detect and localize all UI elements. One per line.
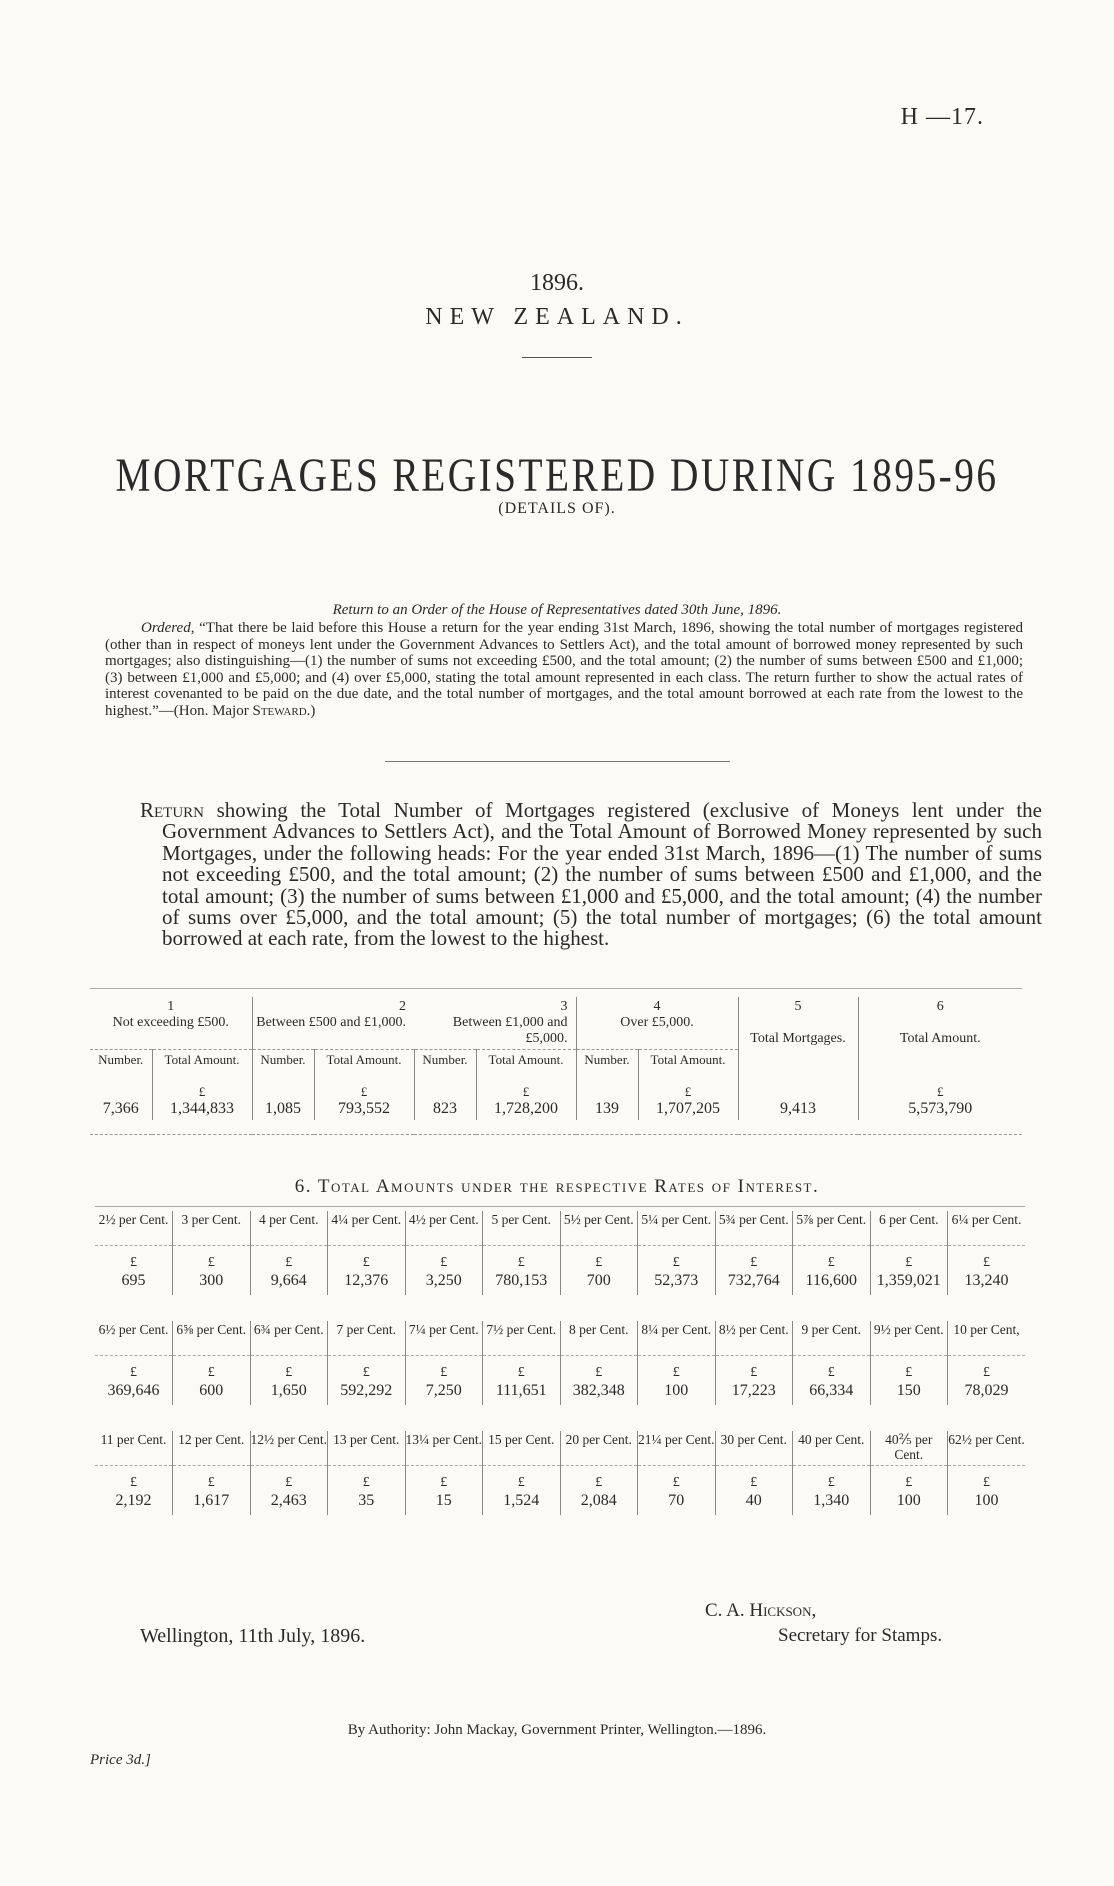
- rate-label: 7½ per Cent.: [483, 1321, 561, 1356]
- pound-sign: £: [285, 1365, 293, 1380]
- rate-label: 11 per Cent.: [95, 1431, 173, 1466]
- pound-sign: £: [750, 1475, 758, 1490]
- rate-amount: [95, 1466, 173, 1516]
- group-header-5: 5 Total Mortgages.: [738, 997, 858, 1070]
- pound-sign: £: [440, 1475, 448, 1490]
- rate-amount: [173, 1466, 251, 1516]
- amount-value: 40: [745, 1492, 762, 1509]
- order-mover: Steward.): [252, 702, 316, 719]
- pound-sign: £: [130, 1365, 137, 1380]
- amount-value: 2,084: [580, 1492, 617, 1509]
- pound-sign: £: [983, 1365, 990, 1380]
- pound-sign: £: [983, 1475, 990, 1490]
- place-date: Wellington, 11th July, 1896.: [140, 1625, 366, 1647]
- return-body: showing the Total Number of Mortgages registered (exclusive of Moneys lent under the Government Advances to Settlers Act), and the Total Amount of Borrowed Money represented by such Mortgages, under the following heads: For the year ended 31st March, 1896—(1) The number of sums not exceeding £500, and the total amount; (2) the number of sums between £500 and £1,000, and the total amount; (3) the number of sums between £1,000 and £5,000, and the total amount; (4) the number of sums over £5,000, and the total amount; (5) the total number of mortgages; (6) the total amount borrowed at each rate, from the lowest to the highest.: [162, 798, 1042, 951]
- rate-amount: [638, 1356, 716, 1406]
- col-number: Number.: [252, 1050, 314, 1071]
- divider: [385, 761, 730, 762]
- rate-amount: [405, 1356, 483, 1406]
- amount-value: 2,192: [115, 1492, 152, 1509]
- table-cell: 823: [414, 1070, 476, 1120]
- pound-sign: £: [440, 1365, 448, 1380]
- pound-sign: £: [595, 1365, 603, 1380]
- rate-amount: [638, 1466, 716, 1516]
- rate-amount: [250, 1356, 328, 1406]
- pound-sign: £: [130, 1475, 137, 1490]
- rate-amount: [793, 1466, 871, 1516]
- rate-label: 40⅖ per Cent.: [870, 1431, 948, 1466]
- rate-label: 3 per Cent.: [173, 1211, 251, 1246]
- ordered-word: Ordered,: [141, 620, 195, 636]
- amount-value: 116,600: [805, 1272, 857, 1289]
- col-number: Number.: [414, 1050, 476, 1071]
- rate-label: 12½ per Cent.: [250, 1431, 328, 1466]
- rate-amount: [870, 1466, 948, 1516]
- group-header-6: 6 Total Amount.: [858, 997, 1022, 1070]
- rate-amount: [948, 1356, 1026, 1406]
- table-cell: £ 1,707,205: [638, 1070, 738, 1120]
- rate-label: 5¼ per Cent.: [638, 1211, 716, 1246]
- rate-amount: [250, 1466, 328, 1516]
- rate-amount: [870, 1356, 948, 1406]
- col-amount: Total Amount.: [152, 1050, 252, 1071]
- return-description: [140, 800, 1042, 950]
- table-cell: 139: [576, 1070, 638, 1120]
- amount-value: 3,250: [425, 1272, 462, 1289]
- amount-value: 100: [664, 1382, 689, 1399]
- rate-label: 13 per Cent.: [328, 1431, 406, 1466]
- amount-value: 300: [199, 1272, 224, 1289]
- rate-label: 20 per Cent.: [560, 1431, 638, 1466]
- amount-value: 382,348: [572, 1382, 625, 1399]
- rate-label: 8 per Cent.: [560, 1321, 638, 1356]
- table-cell: £ 1,728,200: [476, 1070, 576, 1120]
- rate-label: 10 per Cent,: [948, 1321, 1026, 1356]
- signer-title: Secretary for Stamps.: [778, 1625, 943, 1646]
- rate-label: 40 per Cent.: [793, 1431, 871, 1466]
- divider: [522, 357, 592, 358]
- pound-sign: £: [905, 1475, 913, 1490]
- rate-amount: [250, 1246, 328, 1296]
- rate-label: 4½ per Cent.: [405, 1211, 483, 1246]
- col-amount: Total Amount.: [638, 1050, 738, 1071]
- rate-amount: [483, 1356, 561, 1406]
- rate-label: 9 per Cent.: [793, 1321, 871, 1356]
- rate-label: 5½ per Cent.: [560, 1211, 638, 1246]
- rate-label: 5⅞ per Cent.: [793, 1211, 871, 1246]
- pound-sign: £: [672, 1365, 680, 1380]
- rate-amount: [405, 1466, 483, 1516]
- rate-label: 8¼ per Cent.: [638, 1321, 716, 1356]
- amount-value: 100: [896, 1492, 921, 1509]
- rate-amount: [948, 1246, 1026, 1296]
- pound-sign: £: [827, 1475, 835, 1490]
- page-title: MORTGAGES REGISTERED DURING 1895-96: [115, 449, 999, 502]
- rate-label: 4¼ per Cent.: [328, 1211, 406, 1246]
- rate-amount: [95, 1246, 173, 1296]
- amount-value: 1,524: [503, 1492, 540, 1509]
- amount-value: 35: [358, 1492, 375, 1509]
- col-number: Number.: [576, 1050, 638, 1071]
- rate-label: 4 per Cent.: [250, 1211, 328, 1246]
- pound-sign: £: [672, 1255, 680, 1270]
- amount-value: 78,029: [964, 1382, 1009, 1399]
- table-cell: 1,085: [252, 1070, 314, 1120]
- group-header-3: 3 Between £1,000 and £5,000.: [452, 999, 568, 1046]
- rate-amount: [95, 1356, 173, 1406]
- rate-amount: [948, 1466, 1026, 1516]
- pound-sign: £: [827, 1365, 835, 1380]
- rate-label: 13¼ per Cent.: [405, 1431, 483, 1466]
- pound-sign: £: [207, 1365, 215, 1380]
- rate-label: 30 per Cent.: [715, 1431, 793, 1466]
- group-header-1: 1 Not exceeding £500.: [112, 999, 229, 1030]
- document-year: 1896.: [530, 270, 584, 296]
- rate-label: 7¼ per Cent.: [405, 1321, 483, 1356]
- pound-sign: £: [207, 1255, 215, 1270]
- rate-amount: [715, 1466, 793, 1516]
- rate-amount: [560, 1356, 638, 1406]
- table-cell: £ 1,344,833: [152, 1070, 252, 1120]
- page-subtitle: (DETAILS OF).: [498, 500, 616, 517]
- amount-value: 369,646: [107, 1382, 160, 1399]
- rate-label: 8½ per Cent.: [715, 1321, 793, 1356]
- pound-sign: £: [827, 1255, 835, 1270]
- rate-amount: [793, 1356, 871, 1406]
- rate-amount: [173, 1356, 251, 1406]
- amount-value: 2,463: [270, 1492, 307, 1509]
- pound-sign: £: [750, 1365, 758, 1380]
- amount-value: 9,664: [270, 1272, 307, 1289]
- amount-value: 70: [668, 1492, 685, 1509]
- amount-value: 12,376: [344, 1272, 389, 1289]
- amount-value: 13,240: [964, 1272, 1009, 1289]
- pound-sign: £: [983, 1255, 990, 1270]
- rate-amount: [328, 1466, 406, 1516]
- rate-label: 5 per Cent.: [483, 1211, 561, 1246]
- col-amount: Total Amount.: [476, 1050, 576, 1071]
- rate-amount: [560, 1466, 638, 1516]
- rate-label: 12 per Cent.: [173, 1431, 251, 1466]
- amount-value: 600: [199, 1382, 224, 1399]
- rate-amount: [328, 1356, 406, 1406]
- rate-label: 7 per Cent.: [328, 1321, 406, 1356]
- amount-value: 17,223: [731, 1382, 776, 1399]
- rate-amount: [405, 1246, 483, 1296]
- price: Price 3d.]: [90, 1752, 151, 1768]
- rate-amount: [715, 1356, 793, 1406]
- printer-imprint: By Authority: John Mackay, Government Printer, Wellington.—1896.: [347, 1722, 767, 1738]
- amount-value: 592,292: [340, 1382, 393, 1399]
- rate-label: 62½ per Cent.: [948, 1431, 1026, 1466]
- amount-value: 1,340: [813, 1492, 850, 1509]
- rate-amount: [870, 1246, 948, 1296]
- rate-amount: [483, 1466, 561, 1516]
- amount-value: 695: [121, 1272, 146, 1289]
- table-cell: 9,413: [738, 1070, 858, 1120]
- return-lead: Return: [140, 798, 205, 822]
- amount-value: 732,764: [727, 1272, 780, 1289]
- amount-value: 100: [974, 1492, 999, 1509]
- pound-sign: £: [362, 1475, 370, 1490]
- amount-value: 780,153: [495, 1272, 548, 1289]
- rate-amount: [715, 1246, 793, 1296]
- rate-amount: [793, 1246, 871, 1296]
- rate-label: 6⅝ per Cent.: [173, 1321, 251, 1356]
- amount-value: 1,359,021: [876, 1272, 941, 1289]
- rate-label: 6¾ per Cent.: [250, 1321, 328, 1356]
- summary-table: [90, 988, 1022, 1135]
- pound-sign: £: [207, 1475, 215, 1490]
- rate-label: 6¼ per Cent.: [948, 1211, 1026, 1246]
- amount-value: 1,650: [270, 1382, 307, 1399]
- pound-sign: £: [362, 1365, 370, 1380]
- col-number: Number.: [90, 1050, 152, 1071]
- amount-value: 52,373: [654, 1272, 699, 1289]
- amount-value: 111,651: [495, 1382, 547, 1399]
- rate-amount: [483, 1246, 561, 1296]
- pound-sign: £: [905, 1365, 913, 1380]
- rate-label: 21¼ per Cent.: [638, 1431, 716, 1466]
- document-reference: H —17.: [900, 104, 984, 130]
- rate-label: 6 per Cent.: [870, 1211, 948, 1246]
- amount-value: 1,617: [193, 1492, 230, 1509]
- order-heading: Return to an Order of the House of Representatives dated 30th June, 1896.: [332, 602, 782, 618]
- amount-value: 150: [896, 1382, 921, 1399]
- pound-sign: £: [130, 1255, 137, 1270]
- pound-sign: £: [362, 1255, 370, 1270]
- signer-name: C. A. Hickson,: [705, 1600, 817, 1621]
- rates-heading: 6. Total Amounts under the respective Rates of Interest.: [294, 1176, 820, 1197]
- rate-amount: [328, 1246, 406, 1296]
- table-cell: £ 793,552: [314, 1070, 414, 1120]
- col-amount: Total Amount.: [314, 1050, 414, 1071]
- group-header-4: 4 Over £5,000.: [576, 997, 738, 1050]
- rate-label: 5¾ per Cent.: [715, 1211, 793, 1246]
- order-text: [105, 620, 1023, 720]
- group-header-2: 2 Between £500 and £1,000.: [252, 997, 414, 1050]
- pound-sign: £: [595, 1475, 603, 1490]
- pound-sign: £: [285, 1475, 293, 1490]
- table-cell: £ 5,573,790: [858, 1070, 1022, 1120]
- rate-label: 6½ per Cent.: [95, 1321, 173, 1356]
- amount-value: 7,250: [425, 1382, 462, 1399]
- rate-amount: [560, 1246, 638, 1296]
- amount-value: 700: [586, 1272, 611, 1289]
- pound-sign: £: [517, 1475, 525, 1490]
- table-cell: 7,366: [102, 1100, 139, 1117]
- rate-amount: [173, 1246, 251, 1296]
- pound-sign: £: [517, 1255, 525, 1270]
- rates-table: [95, 1206, 1025, 1515]
- pound-sign: £: [595, 1255, 603, 1270]
- pound-sign: £: [750, 1255, 758, 1270]
- rate-amount: [638, 1246, 716, 1296]
- pound-sign: £: [517, 1365, 525, 1380]
- pound-sign: £: [440, 1255, 448, 1270]
- order-body: “That there be laid before this House a return for the year ending 31st March, 1896, showing the total number of mortgages registered (other than in respect of moneys lent under the Government Advances to Settlers Act), and the total amount of borrowed money represented by such mortgages; also distinguishing—(1) the number of sums not exceeding £500, and the total amount; (2) the number of sums between £500 and £1,000; (3) between £1,000 and £5,000; and (4) over £5,000, stating the total amount represented in each class. The return further to show the actual rates of interest covenanted to be paid on the due date, and the total number of mortgages, and the total amount borrowed at each rate from the lowest to the highest.”—(Hon. Major: [105, 620, 1024, 719]
- pound-sign: £: [672, 1475, 680, 1490]
- country-heading: NEW ZEALAND.: [425, 304, 689, 330]
- amount-value: 66,334: [809, 1382, 854, 1399]
- amount-value: 15: [435, 1492, 452, 1509]
- rate-label: 9½ per Cent.: [870, 1321, 948, 1356]
- pound-sign: £: [905, 1255, 913, 1270]
- pound-sign: £: [285, 1255, 293, 1270]
- rate-label: 2½ per Cent.: [95, 1211, 173, 1246]
- rate-label: 15 per Cent.: [483, 1431, 561, 1466]
